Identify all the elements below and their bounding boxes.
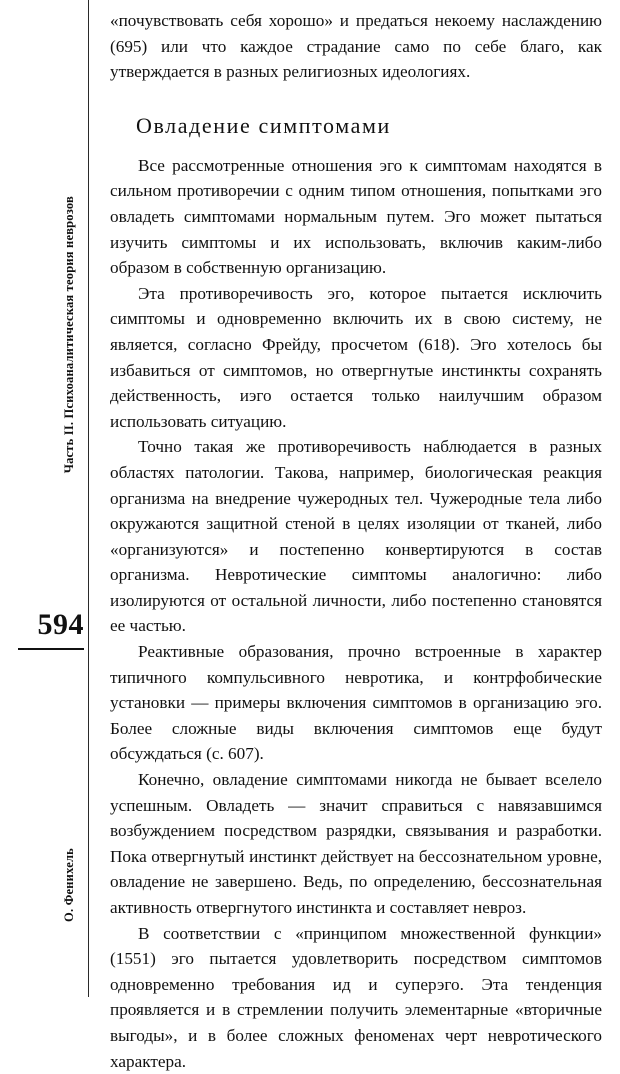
- margin-vertical-rule: [88, 0, 89, 997]
- paragraph: Точно такая же противоречивость наблюдается в разных областях патологии. Такова, например, биологическая реакция организма на внедрение чужеродных тел. Чужеродные тела либо окружаются защитной стеной в целях изоляции от тканей, либо «организуются» и постепенно конвертируются в состав организма. Невротические симптомы аналогично: либо изолируются от остальной личности, либо постепенно становятся ее частью.: [110, 437, 602, 636]
- page-number-rule: [18, 648, 84, 650]
- paragraph-continued: «почувствовать себя хорошо» и предаться некоему наслаждению (695) или что каждое страдание само по себе благо, как утверждается в разных религиозных идеологиях.: [110, 11, 602, 82]
- paragraph: Конечно, овладение симптомами никогда не бывает вселело успешным. Овладеть — значит справиться с навязавшимся возбуждением посредством разрядки, связывания и разработки. Пока отвергнутый инстинкт действует на бессознательном уровне, овладение не завершено. Ведь, по определению, бессознательная активность отвергнутого инстинкта и составляет невроз.: [110, 770, 602, 917]
- section-heading: Овладение симптомами: [136, 112, 391, 138]
- running-head-author: О. Фенихель: [62, 848, 76, 922]
- page-number: 594: [37, 608, 84, 641]
- paragraph: В соответствии с «принципом множественной функции» (1551) эго пытается удовлетворить посредством симптомов одновременно требования ид и суперэго. Эта тенденция проявляется и в стремлении получить элементарные «вторичные выгоды», и в более сложных феноменах черт невротического характера.: [110, 923, 602, 1071]
- page-margin-apparatus: [0, 0, 96, 997]
- paragraph: Реактивные образования, прочно встроенные в характер типичного компульсивного невротика, и контрфобические установки — примеры включения симптомов в организацию эго. Более сложные виды включения симптомов еще будут обсуждаться (с. 607).: [110, 642, 602, 764]
- body-text-column: [110, 8, 602, 1074]
- running-head-part: Часть II. Психоаналитическая теория неврозов: [62, 196, 76, 474]
- paragraph: Все рассмотренные отношения эго к симптомам находятся в сильном противоречии с одним типом отношения, попытками эго овладеть симптомами нормальным путем. Эго может пытаться изучить симптомы и их использовать, включив каким-либо образом в собственную организацию.: [110, 155, 602, 278]
- paragraph: Эта противоречивость эго, которое пытается исключить симптомы и одновременно включить их в свою систему, не является, согласно Фрейду, просчетом (618). Эго хотелось бы избавиться от симптомов, но отвергнутые инстинкты сохранять действенность, иэго остается только наилучшим образом использовать ситуацию.: [110, 283, 602, 431]
